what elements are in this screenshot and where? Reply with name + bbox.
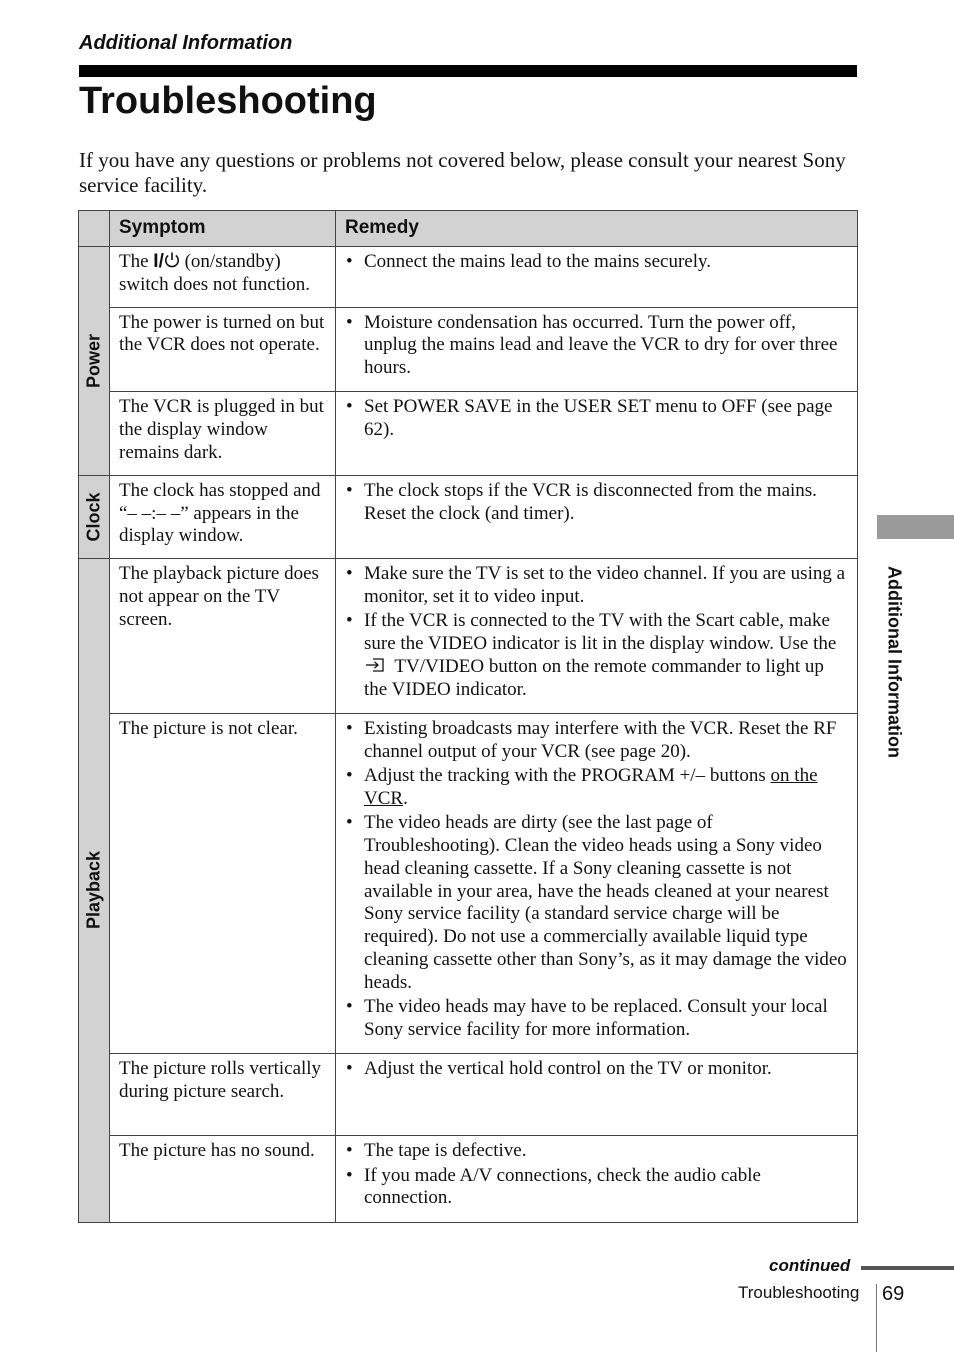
power-standby-icon [164,251,180,269]
remedy-cell [336,307,858,392]
remedy-item: • Make sure the TV is set to the video channel. If you are using a monitor, set it to video input. [345,563,847,609]
sidebar-tab-marker [877,515,954,539]
remedy-cell [336,392,858,475]
table-row [79,714,858,1054]
symptom-cell: The picture rolls vertically during picture search. [110,1054,336,1136]
symptom-cell: The VCR is plugged in but the display window remains dark. [110,392,336,475]
remedy-item: • The tape is defective. [345,1140,847,1163]
remedy-cell [336,475,858,558]
remedy-cell [336,1054,858,1136]
symptom-cell: The picture has no sound. [110,1136,336,1222]
table-row [79,392,858,475]
power-glyph-text: I/ [153,251,164,272]
remedy-item: • Connect the mains lead to the mains securely. [345,251,847,274]
symptom-cell: The clock has stopped and “– –:– –” appears in the display window. [110,475,336,558]
remedy-item [345,765,847,811]
troubleshooting-table [78,210,858,1223]
remedy-text-pre: Adjust the tracking with the PROGRAM +/– buttons [364,765,771,787]
remedy-text-pre: If the VCR is connected to the TV with the Scart cable, make sure the VIDEO indicator is lit in the display window. Use the [364,610,837,655]
remedy-item: • The clock stops if the VCR is disconnected from the mains. Reset the clock (and timer). [345,480,847,526]
category-label: Power [83,333,104,388]
column-header-remedy: Remedy [336,211,858,247]
remedy-cell [336,559,858,714]
remedy-item: • The video heads may have to be replaced. Consult your local Sony service facility for more information. [345,996,847,1042]
table-row [79,559,858,714]
footer-separator [876,1284,877,1352]
remedy-cell [336,247,858,308]
symptom-cell: The playback picture does not appear on the TV screen. [110,559,336,714]
symptom-text-pre: The [119,251,154,272]
section-header: Additional Information [79,32,293,54]
remedy-cell [336,714,858,1054]
category-power [79,247,110,476]
remedy-item: • Moisture condensation has occurred. Turn the power off, unplug the mains lead and leave the VCR to dry for over three hours. [345,312,847,380]
table-row [79,1054,858,1136]
category-playback [79,559,110,1222]
category-clock [79,475,110,558]
continued-label: continued [769,1256,851,1275]
remedy-text-post: . [403,787,408,809]
symptom-cell [110,247,336,308]
sidebar-label-text: Additional Information [884,566,905,758]
table-row [79,1136,858,1222]
footer-section-label: Troubleshooting [738,1283,860,1302]
symptom-cell: The picture is not clear. [110,714,336,1054]
table-header-row [79,211,858,247]
page-title: Troubleshooting [79,80,377,122]
table-row [79,475,858,558]
remedy-item: • Adjust the vertical hold control on the TV or monitor. [345,1058,847,1081]
category-label: Playback [83,851,104,930]
table-corner-cell [79,211,110,247]
symptom-text-post: (on/standby) switch does not function. [119,251,311,295]
page-number: 69 [882,1283,905,1305]
table-row [79,247,858,308]
continued-rule [861,1266,954,1270]
remedy-text-post: TV/VIDEO button on the remote commander to light up the VIDEO indicator. [364,655,824,700]
column-header-symptom: Symptom [110,211,336,247]
remedy-item: • The video heads are dirty (see the last page of Troubleshooting). Clean the video heads using a Sony video head cleaning cassette. If a Sony cleaning cassette is not available in your area, have the heads cleaned at your nearest Sony service facility (a standard service charge will be required). Do not use a commercially available liquid type cleaning cassette other than Sony’s, as it may damage the video heads. [345,812,847,994]
category-label: Clock [83,492,104,542]
remedy-item: • If you made A/V connections, check the audio cable connection. [345,1165,847,1211]
input-select-icon [364,656,390,674]
header-rule [79,65,857,77]
on-the-vcr-link: on the VCR [364,765,818,809]
remedy-item: • Set POWER SAVE in the USER SET menu to OFF (see page 62). [345,396,847,442]
remedy-cell [336,1136,858,1222]
intro-paragraph: If you have any questions or problems not covered below, please consult your nearest Sony service facility. [79,148,846,197]
remedy-item [345,610,847,701]
remedy-item: • Existing broadcasts may interfere with the VCR. Reset the RF channel output of your VCR (see page 20). [345,718,847,764]
table-row [79,307,858,392]
symptom-cell: The power is turned on but the VCR does not operate. [110,307,336,392]
